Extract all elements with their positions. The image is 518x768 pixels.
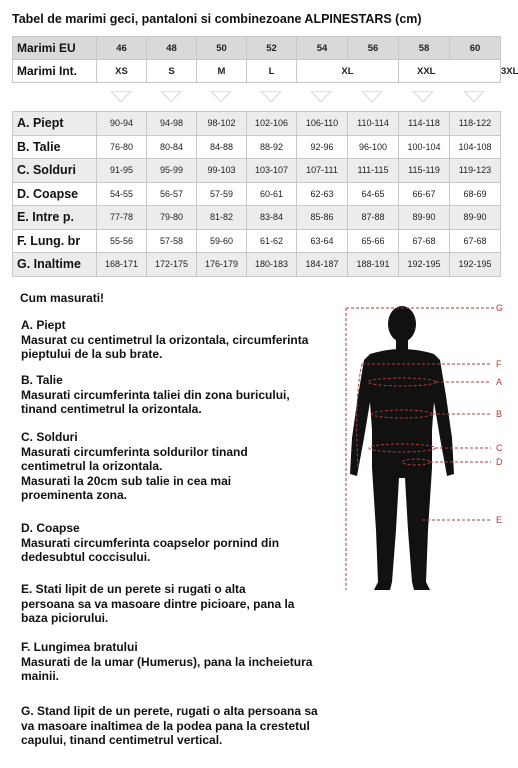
measurement-cell: 168-171 bbox=[97, 253, 147, 277]
instruction-line: baza piciorului. bbox=[21, 611, 109, 625]
instruction-line: proeminenta zona. bbox=[21, 488, 128, 502]
measurement-cell: 111-115 bbox=[348, 159, 399, 183]
measurement-label: G. Inaltime bbox=[13, 253, 97, 277]
silhouette-icon bbox=[350, 306, 454, 590]
intl-size-cell: M bbox=[197, 60, 247, 83]
figure-label: G bbox=[496, 303, 504, 313]
measurement-cell: 92-96 bbox=[297, 135, 348, 159]
measurement-cell: 68-69 bbox=[450, 182, 501, 206]
instruction-block bbox=[21, 521, 351, 565]
measurement-cell: 65-66 bbox=[348, 229, 399, 253]
measurement-cell: 84-88 bbox=[197, 135, 247, 159]
instruction-block bbox=[21, 373, 351, 417]
instruction-line: Masurat cu centimetrul la orizontala, circumferinta bbox=[21, 332, 309, 347]
figure-label: C bbox=[496, 443, 503, 453]
instruction-line: persoana sa va masoare dintre picioare, pana la bbox=[21, 596, 295, 611]
instruction-line: tinand centimetrul la orizontala. bbox=[21, 402, 202, 416]
eu-size-cell: 60 bbox=[450, 37, 501, 60]
instruction-line: Masurati la 20cm sub talie in cea mai bbox=[21, 473, 232, 488]
chevron-down-icon bbox=[361, 91, 383, 103]
measurement-cell: 89-90 bbox=[450, 206, 501, 230]
instruction-line: E. Stati lipit de un perete si rugati o alta bbox=[21, 582, 246, 596]
measurement-cell: 91-95 bbox=[97, 159, 147, 183]
sizes-table bbox=[12, 36, 518, 83]
measurement-cell: 94-98 bbox=[147, 112, 197, 136]
measurement-cell: 96-100 bbox=[348, 135, 399, 159]
measurement-cell: 192-195 bbox=[450, 253, 501, 277]
measurement-cell: 81-82 bbox=[197, 206, 247, 230]
measurement-cell: 188-191 bbox=[348, 253, 399, 277]
instruction-block bbox=[21, 704, 351, 748]
measurement-row bbox=[13, 229, 501, 253]
measurement-cell: 100-104 bbox=[399, 135, 450, 159]
measurement-label: A. Piept bbox=[13, 112, 97, 136]
instruction-heading: C. Solduri bbox=[21, 430, 78, 444]
measurement-cell: 60-61 bbox=[247, 182, 297, 206]
instruction-line: capului, tinand centimetrul vertical. bbox=[21, 733, 223, 747]
measurement-cell: 176-179 bbox=[197, 253, 247, 277]
intl-size-cell: XL bbox=[297, 60, 399, 83]
measurement-label: E. Intre p. bbox=[13, 206, 97, 230]
chevron-down-icon bbox=[160, 91, 182, 103]
measurement-cell: 64-65 bbox=[348, 182, 399, 206]
measurement-cell: 57-59 bbox=[197, 182, 247, 206]
page-title: Tabel de marimi geci, pantaloni si combinezoane ALPINESTARS (cm) bbox=[12, 12, 422, 26]
instruction-block bbox=[21, 430, 351, 503]
instruction-block bbox=[21, 318, 351, 362]
instruction-line: Masurati circumferinta taliei din zona buricului, bbox=[21, 387, 290, 402]
measurement-cell: 99-103 bbox=[197, 159, 247, 183]
measurement-cell: 85-86 bbox=[297, 206, 348, 230]
instruction-line: va masoare inaltimea de la podea pana la crestetul bbox=[21, 718, 310, 733]
measurement-label: C. Solduri bbox=[13, 159, 97, 183]
instruction-line: Masurati circumferinta soldurilor tinand bbox=[21, 444, 248, 459]
measurement-cell: 61-62 bbox=[247, 229, 297, 253]
eu-size-cell: 48 bbox=[147, 37, 197, 60]
measurement-cell: 87-88 bbox=[348, 206, 399, 230]
measurement-cell: 56-57 bbox=[147, 182, 197, 206]
measurement-cell: 106-110 bbox=[297, 112, 348, 136]
measurement-cell: 77-78 bbox=[97, 206, 147, 230]
eu-sizes-label: Marimi EU bbox=[13, 37, 97, 60]
measurement-label: D. Coapse bbox=[13, 182, 97, 206]
measurement-cell: 88-92 bbox=[247, 135, 297, 159]
intl-sizes-label: Marimi Int. bbox=[13, 60, 97, 83]
measurement-cell: 184-187 bbox=[297, 253, 348, 277]
eu-size-cell: 54 bbox=[297, 37, 348, 60]
measurement-cell: 55-56 bbox=[97, 229, 147, 253]
measurement-cell: 89-90 bbox=[399, 206, 450, 230]
measurement-cell: 83-84 bbox=[247, 206, 297, 230]
measurement-cell: 192-195 bbox=[399, 253, 450, 277]
instruction-line: dedesubtul coccisului. bbox=[21, 550, 151, 564]
chevron-down-icon bbox=[260, 91, 282, 103]
intl-size-cell: XS bbox=[97, 60, 147, 83]
measurement-cell: 79-80 bbox=[147, 206, 197, 230]
chevron-down-icon bbox=[463, 91, 485, 103]
measurement-cell: 98-102 bbox=[197, 112, 247, 136]
instruction-heading: A. Piept bbox=[21, 318, 66, 332]
measurement-cell: 114-118 bbox=[399, 112, 450, 136]
measurement-cell: 103-107 bbox=[247, 159, 297, 183]
body-figure bbox=[336, 298, 506, 598]
size-arrows bbox=[12, 88, 500, 110]
eu-size-cell: 46 bbox=[97, 37, 147, 60]
figure-label: B bbox=[496, 409, 503, 419]
instruction-heading: D. Coapse bbox=[21, 521, 80, 535]
instruction-line: mainii. bbox=[21, 669, 60, 683]
instruction-line: centimetrul la orizontala. bbox=[21, 459, 163, 473]
measurement-cell: 95-99 bbox=[147, 159, 197, 183]
measurement-row bbox=[13, 112, 501, 136]
instruction-line: G. Stand lipit de un perete, rugati o alta persoana sa bbox=[21, 704, 318, 718]
measurement-cell: 107-111 bbox=[297, 159, 348, 183]
intl-size-cell: S bbox=[147, 60, 197, 83]
figure-label: D bbox=[496, 457, 503, 467]
instruction-heading: B. Talie bbox=[21, 373, 63, 387]
eu-size-cell: 50 bbox=[197, 37, 247, 60]
instruction-line: Masurati de la umar (Humerus), pana la incheietura bbox=[21, 654, 313, 669]
chevron-down-icon bbox=[310, 91, 332, 103]
instruction-block bbox=[21, 640, 351, 684]
eu-size-cell: 52 bbox=[247, 37, 297, 60]
measurement-cell: 67-68 bbox=[450, 229, 501, 253]
measurement-cell: 62-63 bbox=[297, 182, 348, 206]
measurement-cell: 57-58 bbox=[147, 229, 197, 253]
figure-label: E bbox=[496, 515, 503, 525]
measurement-cell: 67-68 bbox=[399, 229, 450, 253]
measurement-cell: 54-55 bbox=[97, 182, 147, 206]
measurement-cell: 119-123 bbox=[450, 159, 501, 183]
measurement-label: B. Talie bbox=[13, 135, 97, 159]
measurement-cell: 63-64 bbox=[297, 229, 348, 253]
eu-size-cell: 58 bbox=[399, 37, 450, 60]
measurement-cell: 118-122 bbox=[450, 112, 501, 136]
measurement-cell: 180-183 bbox=[247, 253, 297, 277]
instruction-heading: F. Lungimea bratului bbox=[21, 640, 138, 654]
instruction-line: Masurati circumferinta coapselor pornind din bbox=[21, 535, 280, 550]
measurement-cell: 115-119 bbox=[399, 159, 450, 183]
intl-size-cell: XXL bbox=[399, 60, 501, 83]
instruction-line: pieptului de la sub brate. bbox=[21, 347, 163, 361]
measurements-table bbox=[12, 111, 501, 277]
measurement-cell: 104-108 bbox=[450, 135, 501, 159]
instruction-block bbox=[21, 582, 351, 626]
measurement-row bbox=[13, 206, 501, 230]
intl-sizes-row: Marimi Int. XS S M L XL XXL 3XL bbox=[13, 60, 501, 83]
measurement-cell: 59-60 bbox=[197, 229, 247, 253]
measurement-cell: 76-80 bbox=[97, 135, 147, 159]
measurement-cell: 80-84 bbox=[147, 135, 197, 159]
measurement-row bbox=[13, 135, 501, 159]
eu-size-cell: 56 bbox=[348, 37, 399, 60]
chevron-down-icon bbox=[412, 91, 434, 103]
chevron-down-icon bbox=[110, 91, 132, 103]
measurement-label: F. Lung. br bbox=[13, 229, 97, 253]
intl-size-cell: L bbox=[247, 60, 297, 83]
chevron-down-icon bbox=[210, 91, 232, 103]
figure-label: A bbox=[496, 377, 503, 387]
measurement-cell: 110-114 bbox=[348, 112, 399, 136]
measurement-row bbox=[13, 182, 501, 206]
figure-label: F bbox=[496, 359, 502, 369]
measurement-row bbox=[13, 253, 501, 277]
howto-title: Cum masurati! bbox=[20, 291, 105, 305]
eu-sizes-row bbox=[13, 37, 501, 60]
measurement-row bbox=[13, 159, 501, 183]
measurement-cell: 172-175 bbox=[147, 253, 197, 277]
measurement-cell: 90-94 bbox=[97, 112, 147, 136]
measurement-cell: 66-67 bbox=[399, 182, 450, 206]
measurement-cell: 102-106 bbox=[247, 112, 297, 136]
